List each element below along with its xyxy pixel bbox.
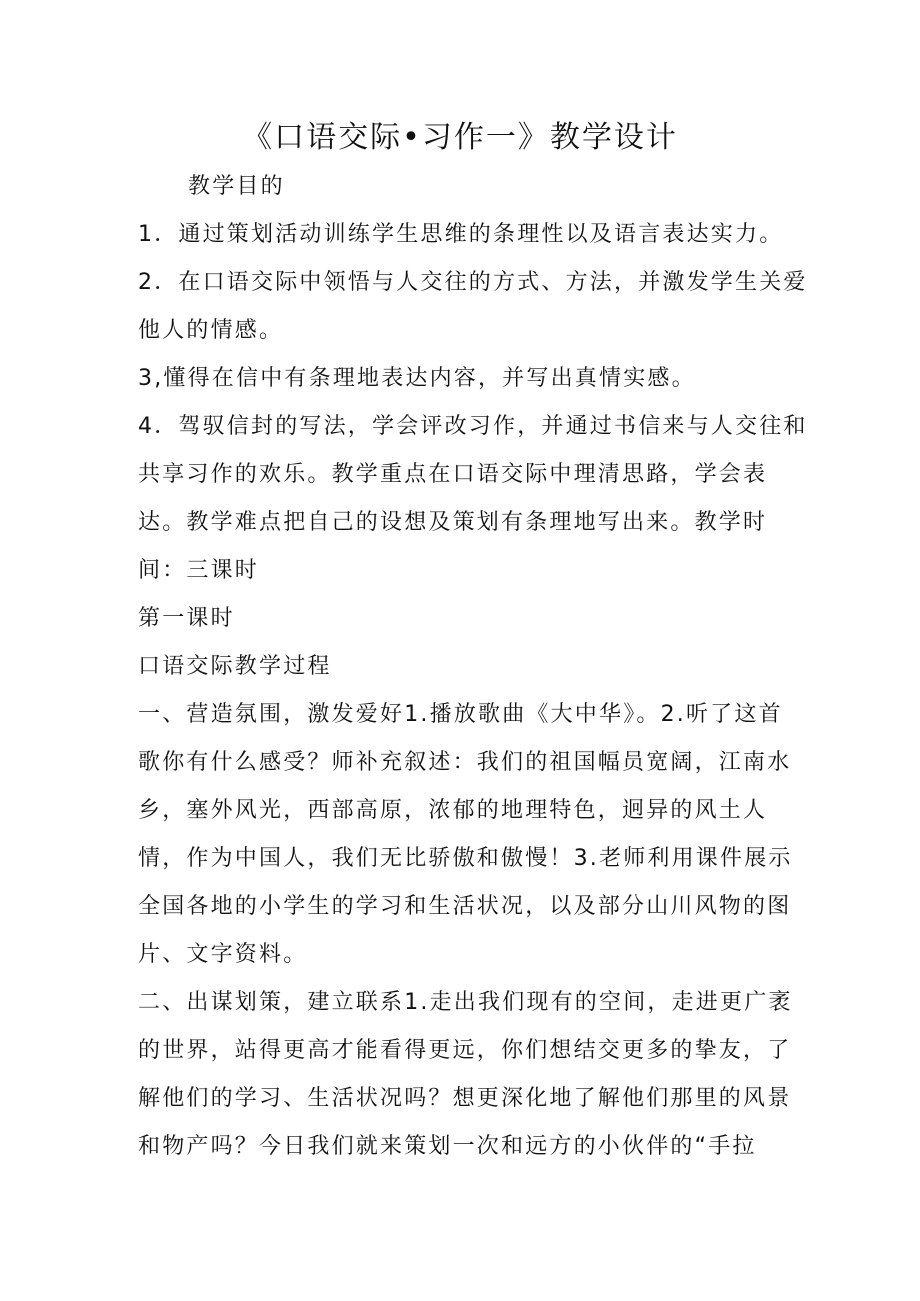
text-line: 间：三课时 — [138, 558, 260, 583]
text-line: 歌你有什么感受？师补充叙述：我们的祖国幅员宽阔，江南水 — [138, 750, 792, 775]
text-line: 2．在口语交际中领悟与人交往的方式、方法，并激发学生关爱 — [138, 270, 808, 295]
text-line: 他人的情感。 — [138, 318, 284, 343]
text-line: 乡，塞外风光，西部高原，浓郁的地理特色，迥异的风土人 — [138, 798, 768, 823]
text-line: 3,懂得在信中有条理地表达内容，并写出真情实感。 — [138, 366, 696, 391]
text-line: 解他们的学习、生活状况吗？想更深化地了解他们那里的风景 — [138, 1086, 792, 1111]
document-title: 《口语交际•习作一》教学设计 — [242, 120, 678, 155]
text-line: 共享习作的欢乐。教学重点在口语交际中理清思路，学会表 — [138, 462, 768, 487]
text-line: 1．通过策划活动训练学生思维的条理性以及语言表达实力。 — [138, 222, 784, 247]
section-heading-process: 口语交际教学过程 — [138, 654, 332, 679]
text-line: 4．驾驭信封的写法，学会评改习作，并通过书信来与人交往和 — [138, 414, 808, 439]
text-line: 片、文字资料。 — [138, 942, 308, 967]
text-line: 二、出谋划策，建立联系1.走出我们现有的空间，走进更广袤 — [138, 990, 793, 1015]
section-heading-objectives: 教学目的 — [188, 174, 285, 199]
text-line: 情，作为中国人，我们无比骄傲和傲慢！3.老师利用课件展示 — [138, 846, 793, 871]
text-line: 一、营造氛围，激发爱好1.播放歌曲《大中华》。2.听了这首 — [138, 702, 783, 727]
text-line: 达。教学难点把自己的设想及策划有条理地写出来。教学时 — [138, 510, 768, 535]
text-line: 和物产吗？今日我们就来策划一次和远方的小伙伴的“手拉 — [138, 1134, 757, 1159]
text-line: 的世界，站得更高才能看得更远，你们想结交更多的挚友，了 — [138, 1038, 792, 1063]
section-heading-first-lesson: 第一课时 — [138, 606, 235, 631]
text-line: 全国各地的小学生的学习和生活状况，以及部分山川风物的图 — [138, 894, 792, 919]
